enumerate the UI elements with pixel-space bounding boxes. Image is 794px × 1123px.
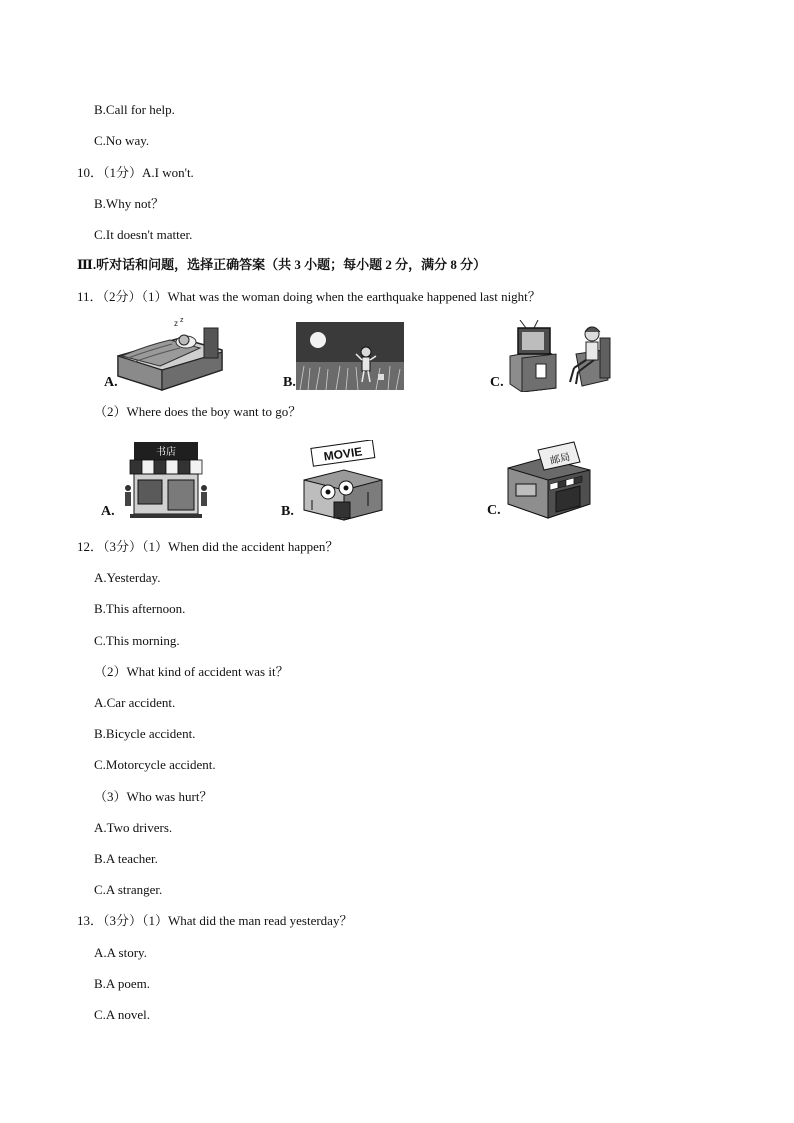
q11-1-label-a: A. <box>104 375 118 390</box>
q13-part1-stem: 13．（3分）（1）What did the man read yesterday？ <box>77 913 353 928</box>
q12-part2-option-a: A.Car accident. <box>94 695 176 710</box>
q12-part3-option-a: A.Two drivers. <box>94 820 173 835</box>
bookstore-sign-text: 书店 <box>156 447 176 458</box>
q10-stem: 10．（1分）A.I won't. <box>77 165 194 180</box>
q12-part1-stem: 12．（3分）（1）When did the accident happen？ <box>77 539 339 554</box>
post-office-sign-text: 邮局 <box>549 452 572 467</box>
movie-sign-text: MOVIE <box>322 444 364 464</box>
q12-part2-option-b: B.Bicycle accident. <box>94 726 196 741</box>
q10-option-b: B.Why not？ <box>94 196 165 211</box>
q11-2-picture-b-cinema <box>298 440 388 522</box>
q11-2-picture-c-post-office <box>504 440 594 520</box>
q11-1-picture-a-bed <box>100 318 225 393</box>
q11-1-picture-c-watching-tv <box>504 320 614 392</box>
q13-part1-option-b: B.A poem. <box>94 976 150 991</box>
q13-part1-option-c: C.A novel. <box>94 1007 150 1022</box>
q9-option-c: C.No way. <box>94 133 150 148</box>
q11-part1-stem: 11．（2分）（1）What was the woman doing when the earthquake happened last night？ <box>77 289 541 304</box>
q11-1-label-c: C. <box>490 375 504 390</box>
q12-part1-option-b: B.This afternoon. <box>94 601 186 616</box>
q12-part2-stem: （2）What kind of accident was it？ <box>94 664 289 679</box>
q13-part1-option-a: A.A story. <box>94 945 147 960</box>
q12-part3-option-c: C.A stranger. <box>94 882 163 897</box>
q10-option-c: C.It doesn't matter. <box>94 227 193 242</box>
q11-2-label-c: C. <box>487 503 501 518</box>
q12-part2-option-c: C.Motorcycle accident. <box>94 757 216 772</box>
section-3-heading: Ⅲ.听对话和问题，选择正确答案（共 3 小题；每小题 2 分，满分 8 分） <box>77 257 487 272</box>
svg-text:z: z <box>180 318 184 324</box>
q12-part3-stem: （3）Who was hurt？ <box>94 789 213 804</box>
q9-option-b: B.Call for help. <box>94 102 175 117</box>
q11-1-label-b: B. <box>283 375 296 390</box>
q12-part1-option-c: C.This morning. <box>94 633 180 648</box>
q11-2-label-a: A. <box>101 504 115 519</box>
q11-part2-stem: （2）Where does the boy want to go？ <box>94 404 302 419</box>
q11-2-picture-a-bookstore <box>120 438 212 520</box>
svg-text:z: z <box>174 319 178 328</box>
q11-1-picture-b-night-walk <box>296 322 404 390</box>
q12-part1-option-a: A.Yesterday. <box>94 570 161 585</box>
q12-part3-option-b: B.A teacher. <box>94 851 158 866</box>
q11-2-label-b: B. <box>281 504 294 519</box>
